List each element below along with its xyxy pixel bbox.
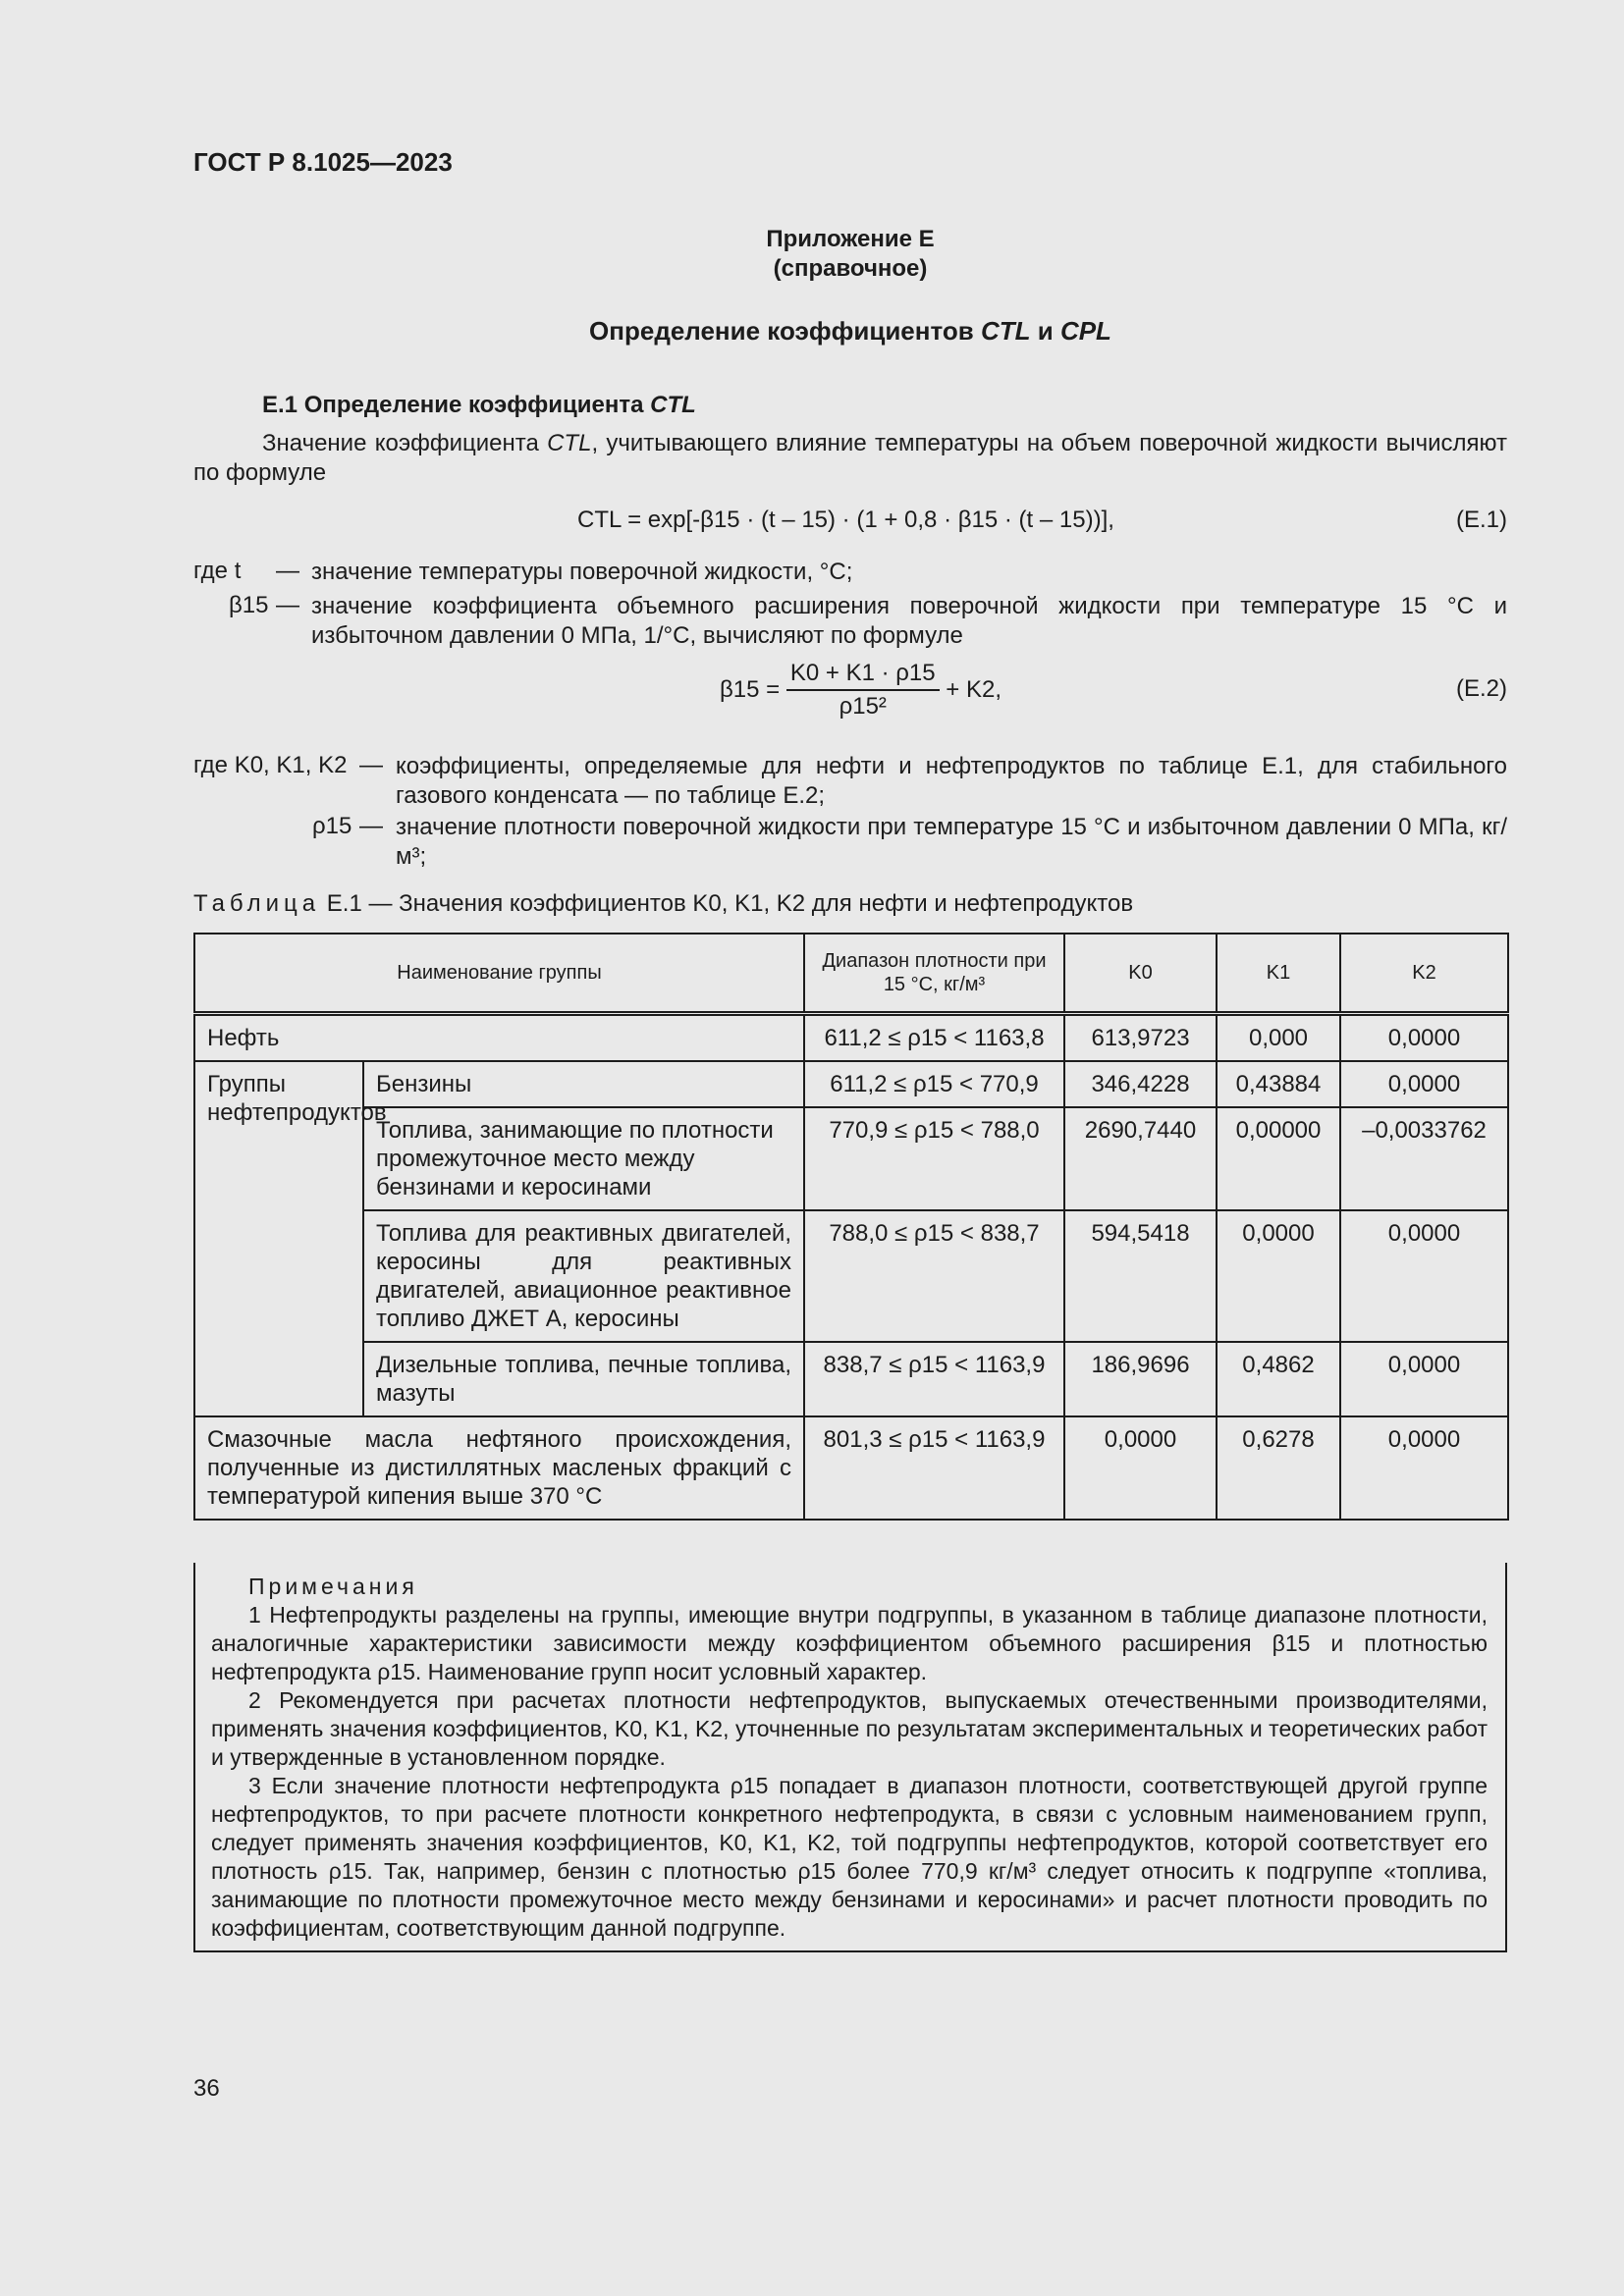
row-k1: 0,6278 [1217, 1416, 1340, 1520]
row-k0: 594,5418 [1064, 1210, 1217, 1342]
table-header-row [194, 934, 1508, 1014]
row-range: 788,0 ≤ ρ15 < 838,7 [804, 1210, 1064, 1342]
row-name: Бензины [363, 1061, 804, 1107]
appendix-label: Приложение Е [766, 226, 935, 252]
title-text: Определение коэффициентов [589, 316, 981, 346]
def-rho-text: значение плотности поверочной жидкости при температуре 15 °С и избыточном давлении 0 МПа, кг/м³; [396, 814, 1507, 870]
caption-word: Таблица [193, 890, 321, 917]
header-k1: K1 [1217, 934, 1340, 1014]
def-t-text: значение температуры поверочной жидкости, °С; [311, 559, 853, 585]
table-row [194, 1061, 1508, 1107]
eq2-denominator: ρ15² [839, 693, 887, 720]
row-k0: 186,9696 [1064, 1342, 1217, 1416]
def-dash: — [276, 592, 299, 618]
row-range: 611,2 ≤ ρ15 < 1163,8 [804, 1014, 1064, 1062]
row-k0: 613,9723 [1064, 1014, 1217, 1062]
intro-paragraph [193, 429, 1507, 488]
note-item: 2 Рекомендуется при расчетах плотности нефтепродуктов, выпускаемых отечественными производителями, применять значения коэффициентов, K0, K1, K2, уточненные по результатам экспериментальных и теоретических работ и утвержденные в установленном порядке. [211, 1687, 1488, 1770]
table-row [194, 1014, 1508, 1062]
def-rho-label: ρ15 [312, 813, 352, 839]
page-number: 36 [193, 2075, 220, 2102]
intro-ctl: CTL [547, 430, 592, 456]
row-range: 801,3 ≤ ρ15 < 1163,9 [804, 1416, 1064, 1520]
row-name: Топлива для реактивных двигателей, керосины для реактивных двигателей, авиационное реактивное топливо ДЖЕТ А, керосины [363, 1210, 804, 1342]
row-k2: –0,0033762 [1340, 1107, 1508, 1210]
note-item: 1 Нефтепродукты разделены на группы, имеющие внутри подгруппы, в указанном в таблице диапазоне плотности, аналогичные характеристики зависимости между коэффициентом объемного расширения β15 и плотностью нефтепродукта ρ15. Наименование групп носит условный характер. [211, 1602, 1488, 1684]
appendix-type: (справочное) [773, 255, 928, 282]
row-k0: 0,0000 [1064, 1416, 1217, 1520]
notes-heading: Примечания [248, 1574, 418, 1599]
appendix-title [193, 316, 1507, 347]
eq2-numerator: K0 + K1 · ρ15 [786, 660, 940, 691]
row-k2: 0,0000 [1340, 1416, 1508, 1520]
title-ctl: CTL [980, 316, 1031, 346]
row-k2: 0,0000 [1340, 1014, 1508, 1062]
header-group: Наименование группы [194, 934, 804, 1014]
row-k0: 346,4228 [1064, 1061, 1217, 1107]
table-caption [193, 890, 1133, 918]
products-group-cell: Группы нефтепродуктов [194, 1061, 363, 1416]
row-name: Дизельные топлива, печные топлива, мазуты [363, 1342, 804, 1416]
def-t-label: где t [193, 558, 242, 584]
def-dash: — [276, 558, 299, 584]
equation-e1: CTL = exp[-β15 · (t – 15) · (1 + 0,8 · β15 · (t – 15))], [577, 507, 1114, 533]
def-beta-text: значение коэффициента объемного расширения поверочной жидкости при температуре 15 °С и избыточном давлении 0 МПа, 1/°С, вычисляют по формуле [311, 593, 1507, 649]
title-and: и [1030, 316, 1060, 346]
header-range: Диапазон плотности при 15 °С, кг/м³ [804, 934, 1064, 1014]
equation-e2 [720, 660, 1001, 721]
equation-e1-number: (Е.1) [1455, 507, 1507, 533]
row-k1: 0,00000 [1217, 1107, 1340, 1210]
table-row [194, 1342, 1508, 1416]
row-k1: 0,4862 [1217, 1342, 1340, 1416]
table-row [194, 1210, 1508, 1342]
caption-text: Е.1 — Значения коэффициентов K0, K1, K2 для нефти и нефтепродуктов [326, 890, 1134, 917]
header-k0: K0 [1064, 934, 1217, 1014]
row-range: 838,7 ≤ ρ15 < 1163,9 [804, 1342, 1064, 1416]
appendix-heading [193, 225, 1507, 284]
eq2-fraction [786, 660, 940, 721]
def-dash: — [359, 813, 383, 839]
row-k1: 0,0000 [1217, 1210, 1340, 1342]
row-range: 770,9 ≤ ρ15 < 788,0 [804, 1107, 1064, 1210]
section-heading [262, 392, 696, 419]
eq2-lhs: β15 = [720, 676, 781, 703]
equation-e2-number: (Е.2) [1455, 675, 1507, 702]
row-k2: 0,0000 [1340, 1061, 1508, 1107]
header-k2: K2 [1340, 934, 1508, 1014]
def-beta-label: β15 [229, 592, 269, 618]
table-row [194, 1107, 1508, 1210]
row-name: Топлива, занимающие по плотности промежуточное место между бензинами и керосинами [363, 1107, 804, 1210]
section-ctl: CTL [650, 392, 696, 418]
row-k2: 0,0000 [1340, 1210, 1508, 1342]
title-cpl: CPL [1059, 316, 1111, 346]
row-name: Нефть [194, 1014, 804, 1062]
def-dash: — [359, 752, 383, 778]
row-k1: 0,43884 [1217, 1061, 1340, 1107]
row-k0: 2690,7440 [1064, 1107, 1217, 1210]
def-k-label: где K0, K1, K2 [193, 752, 348, 778]
coefficients-table [193, 933, 1509, 1521]
row-k1: 0,000 [1217, 1014, 1340, 1062]
intro-a: Значение коэффициента [262, 430, 548, 456]
row-range: 611,2 ≤ ρ15 < 770,9 [804, 1061, 1064, 1107]
def-k-text: коэффициенты, определяемые для нефти и нефтепродуктов по таблице Е.1, для стабильного газового конденсата — по таблице Е.2; [396, 753, 1507, 809]
table-row [194, 1416, 1508, 1520]
standard-code: ГОСТ Р 8.1025—2023 [193, 147, 453, 177]
row-k2: 0,0000 [1340, 1342, 1508, 1416]
section-text: Е.1 Определение коэффициента [262, 392, 651, 418]
table-notes [193, 1563, 1507, 1952]
row-name: Смазочные масла нефтяного происхождения, полученные из дистиллятных масленых фракций с температурой кипения выше 370 °С [194, 1416, 804, 1520]
eq2-rhs: + K2, [946, 676, 1001, 703]
note-item: 3 Если значение плотности нефтепродукта ρ15 попадает в диапазон плотности, соответствующей другой группе нефтепродуктов, то при расчете плотности конкретного нефтепродукта, в связи с условным наименованием групп, следует применять значения коэффициентов, K0, K1, K2, той подгруппы нефтепродуктов, которой соответствует его плотность ρ15. Так, например, бензин с плотностью ρ15 более 770,9 кг/м³ следует относить к подгруппе «топлива, занимающие по плотности промежуточное место между бензинами и керосинами» и расчет плотности проводить по коэффициентам, соответствующим данной подгруппе. [211, 1773, 1488, 1941]
intro-b: , учитывающего влияние температуры на объем поверочной жидкости вычисляют по формуле [193, 430, 1507, 486]
